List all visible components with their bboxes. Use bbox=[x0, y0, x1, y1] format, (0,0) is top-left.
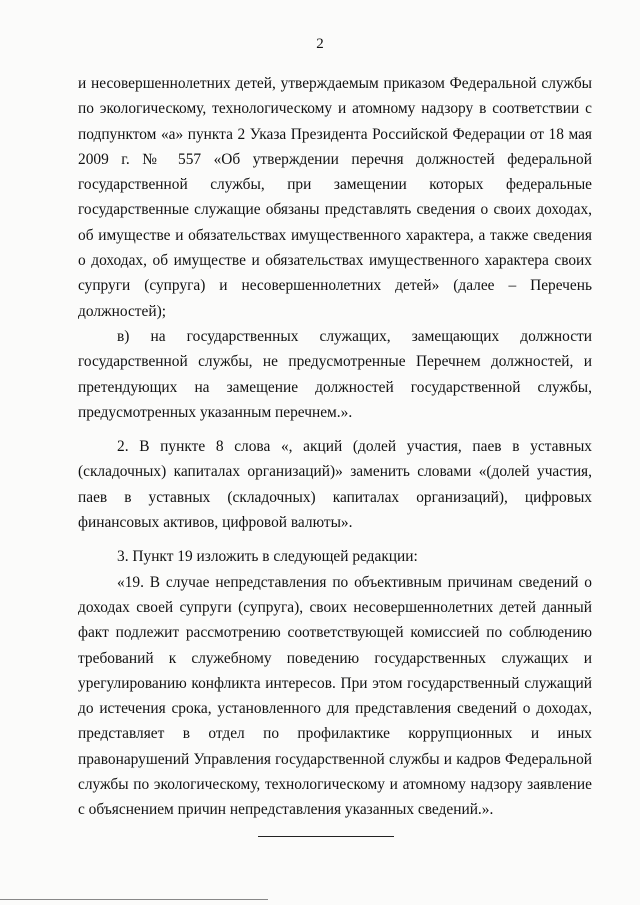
paragraph-point-19: «19. В случае непредставления по объективным причинам сведений о доходах своей супруги (супруга), своих несовершеннолетних детей данный факт подлежит рассмотрению соответствующей комиссией по соблюдению требований к служебному поведению государственных служащих и урегулированию конфликта интересов. При этом государственный служащий до истечения срока, установленного для представления сведений о доходах, представляет в отдел по профилактике коррупционных и иных правонарушений Управления государственной службы и кадров Федеральной службы по экологическому, технологическому и атомному надзору заявление с объяснением причин непредставления указанных сведений.». bbox=[78, 573, 592, 819]
paragraph-gap bbox=[78, 535, 592, 544]
end-of-text-rule bbox=[258, 836, 394, 837]
paragraph-point-3: 3. Пункт 19 изложить в следующей редакции: bbox=[117, 548, 418, 566]
paragraph-continuation: и несовершеннолетних детей, утверждаемым приказом Федеральной службы по экологическому, технологическому и атомному надзору в соответствии с подпунктом «а» пункта 2 Указа Президента Российской Федерации от 18 мая 2009 г. № 557 «Об утверждении перечня должностей федеральной государственной службы, при замещении которых федеральные государственные служащие обязаны представлять сведения о своих доходах, об имуществе и обязательствах имущественного характера, а также сведения о доходах, об имуществе и обязательствах имущественного характера своих супруги (супруга) и несовершеннолетних детей» (далее – Перечень должностей); bbox=[78, 75, 592, 320]
paragraph-gap bbox=[78, 425, 592, 434]
document-body bbox=[78, 71, 592, 823]
bottom-edge-line bbox=[0, 899, 268, 900]
page-number: 2 bbox=[316, 36, 324, 52]
paragraph-point-2: 2. В пункте 8 слова «, акций (долей участия, паев в уставных (складочных) капиталах организаций)» заменить словами «(долей участия, паев в уставных (складочных) капиталах организаций), цифровых финансовых активов, цифровой валюты». bbox=[78, 438, 592, 532]
paragraph-item-v: в) на государственных служащих, замещающих должности государственной службы, не предусмотренные Перечнем должностей, и претендующих на замещение должностей государственной службы, предусмотренных указанным перечнем.». bbox=[78, 327, 592, 421]
